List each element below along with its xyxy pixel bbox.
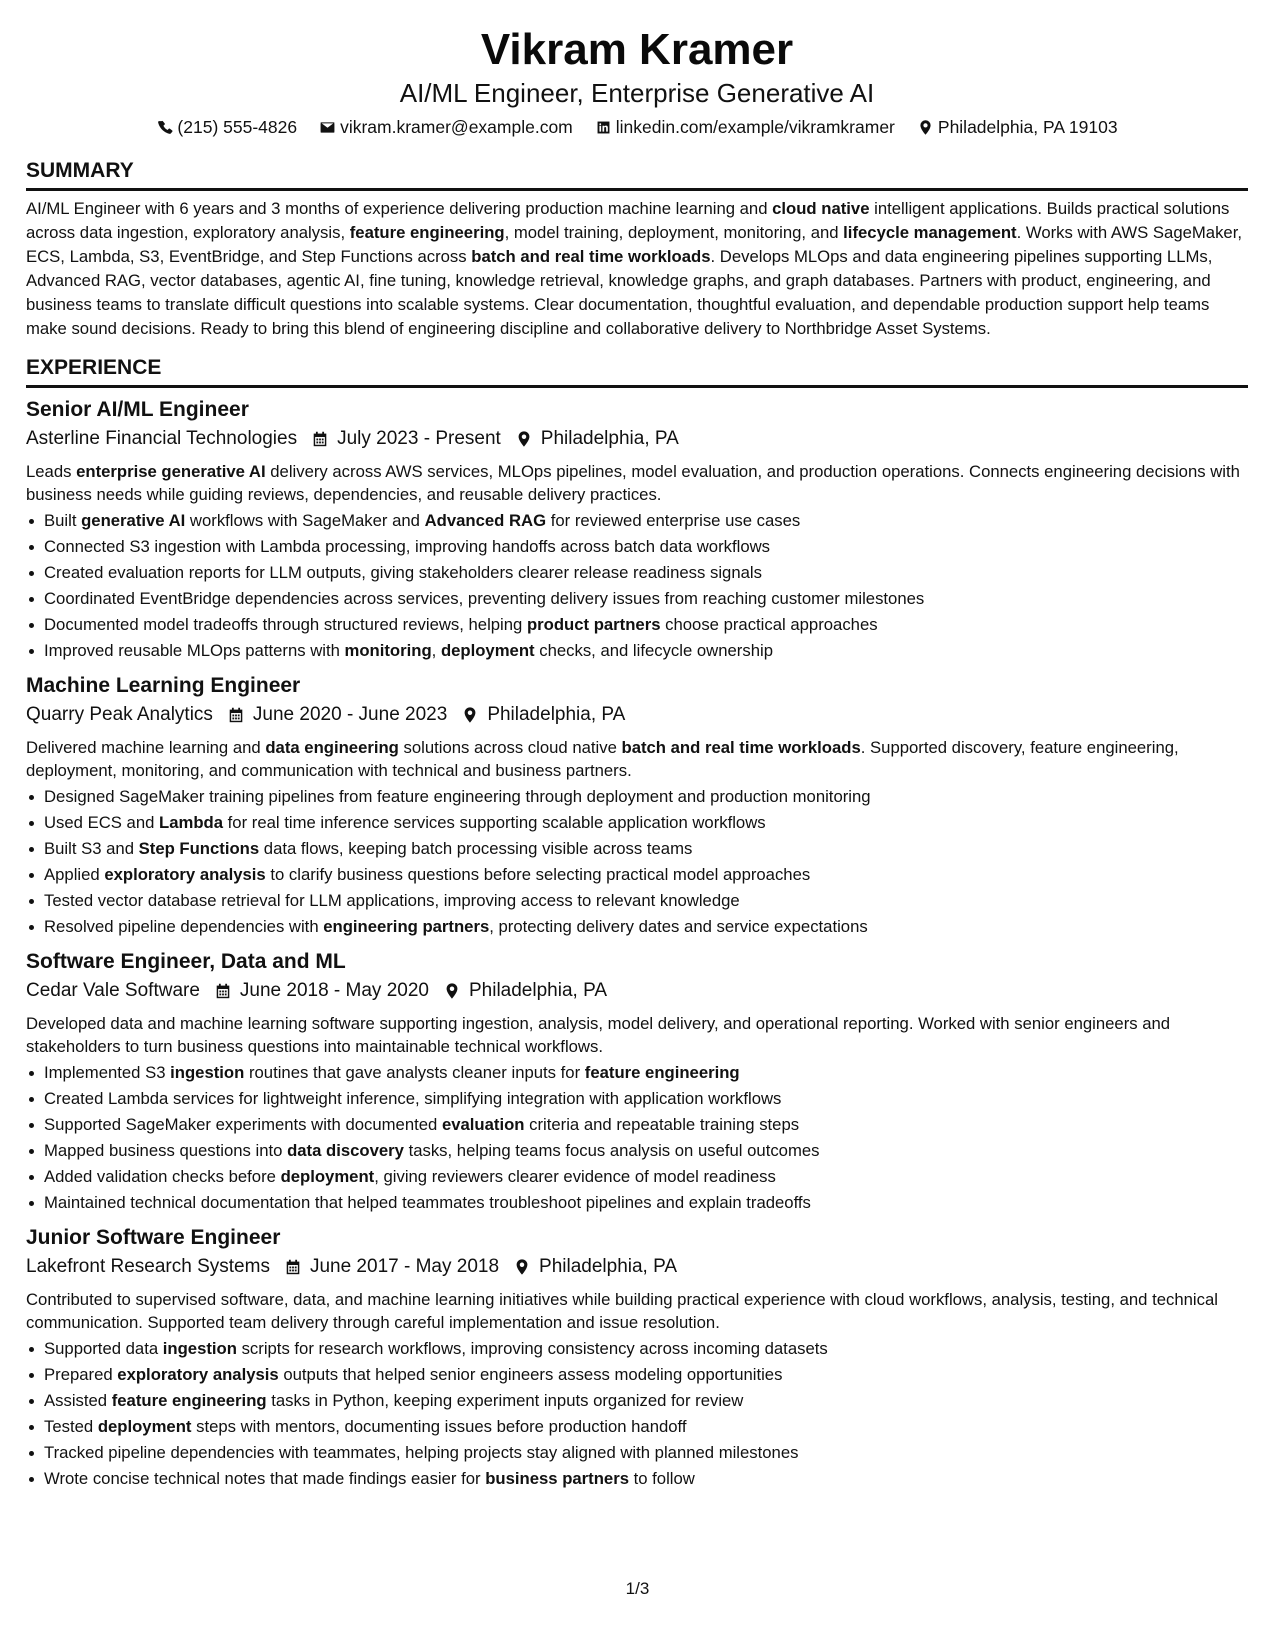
- bold-text: feature engineering: [349, 223, 505, 242]
- bullet-item: [26, 508, 1248, 534]
- bullet-item: [26, 638, 1248, 664]
- text-run: Improved reusable MLOps patterns with: [44, 641, 345, 660]
- bullet-item: [26, 1336, 1248, 1362]
- text-run: . Develops MLOps and data engineering pipelines supporting LLMs, Advanced RAG, vector databases, agentic AI, fine tuning, knowledge retrieval, knowledge graphs, and graph databases. Partners with product, engineering, and business teams to translate difficult questions into scalable systems. Clear documentation, thoughtful evaluation, and dependable production support help teams make sound decisions. Ready to bring this blend of engineering discipline and collaborative delivery to Northbridge Asset Systems.: [26, 247, 1213, 338]
- text-run: Assisted: [44, 1391, 112, 1410]
- bold-text: lifecycle management: [843, 223, 1017, 242]
- job-meta: [26, 978, 1248, 1004]
- job-location: Philadelphia, PA: [539, 1256, 678, 1277]
- text-run: to follow: [628, 1469, 695, 1488]
- contact-item[interactable]: [595, 116, 895, 138]
- job-meta: [26, 702, 1248, 728]
- resume-page: [26, 24, 1248, 1492]
- job-description: [26, 1012, 1248, 1058]
- bold-text: batch and real time workloads: [621, 738, 861, 757]
- contact-text: (215) 555-4826: [177, 117, 298, 137]
- text-run: to clarify business questions before selecting practical model approaches: [265, 865, 811, 884]
- text-run: Built: [44, 511, 82, 530]
- text-run: outputs that helped senior engineers assess modeling opportunities: [278, 1365, 783, 1384]
- bullet-item: [26, 612, 1248, 638]
- text-run: intelligent applications. Builds practical solutions across data ingestion, exploratory analysis,: [26, 199, 1230, 242]
- job-location: Philadelphia, PA: [487, 704, 626, 725]
- bold-text: exploratory analysis: [117, 1365, 279, 1384]
- job-meta: [26, 1254, 1248, 1280]
- bold-text: ingestion: [170, 1063, 245, 1082]
- contact-text: vikram.kramer@example.com: [340, 117, 573, 137]
- job-description: [26, 1288, 1248, 1334]
- contact-text: Philadelphia, PA 19103: [937, 117, 1118, 137]
- text-run: , protecting delivery dates and service expectations: [489, 917, 868, 936]
- job-list: [26, 396, 1248, 1492]
- text-run: Supported SageMaker experiments with documented: [44, 1115, 442, 1134]
- calendar-icon: [311, 430, 329, 448]
- text-run: checks, and lifecycle ownership: [534, 641, 773, 660]
- job-title: Senior AI/ML Engineer: [26, 398, 249, 421]
- bullet-item: [26, 914, 1248, 940]
- text-run: Built S3 and: [44, 839, 139, 858]
- bullet-item: [26, 1362, 1248, 1388]
- text-run: scripts for research workflows, improving consistency across incoming datasets: [236, 1339, 828, 1358]
- bullet-item: [26, 888, 1248, 914]
- bullet-item: [26, 1060, 1248, 1086]
- text-run: choose practical approaches: [660, 615, 878, 634]
- resume-header: [26, 24, 1248, 138]
- text-run: workflows with SageMaker and: [185, 511, 425, 530]
- bold-text: ingestion: [162, 1339, 237, 1358]
- bullet-item: [26, 862, 1248, 888]
- text-run: Prepared: [44, 1365, 118, 1384]
- job-location: Philadelphia, PA: [540, 428, 679, 449]
- text-run: routines that gave analysts cleaner inputs for: [244, 1063, 585, 1082]
- text-run: Implemented S3: [44, 1063, 171, 1082]
- job-title: Machine Learning Engineer: [26, 674, 301, 697]
- map-pin-icon: [443, 982, 461, 1000]
- bullet-item: [26, 586, 1248, 612]
- text-run: Coordinated EventBridge dependencies across services, preventing delivery issues from reaching customer milestones: [44, 589, 925, 608]
- text-run: Designed SageMaker training pipelines from feature engineering through deployment and production monitoring: [44, 787, 871, 806]
- text-run: Created evaluation reports for LLM outputs, giving stakeholders clearer release readiness signals: [44, 563, 762, 582]
- company-name: Cedar Vale Software: [26, 980, 200, 1001]
- summary-section: [26, 158, 1248, 341]
- calendar-icon: [227, 706, 245, 724]
- phone-icon: [156, 119, 173, 136]
- text-run: Tested vector database retrieval for LLM applications, improving access to relevant knowledge: [44, 891, 740, 910]
- text-run: tasks, helping teams focus analysis on useful outcomes: [403, 1141, 820, 1160]
- envelope-icon: [319, 119, 336, 136]
- map-pin-icon: [513, 1258, 531, 1276]
- bullet-item: [26, 810, 1248, 836]
- bullet-item: [26, 1440, 1248, 1466]
- bold-text: Advanced RAG: [424, 511, 547, 530]
- bold-text: enterprise generative AI: [76, 462, 266, 481]
- job-dates: June 2020 - June 2023: [252, 704, 448, 725]
- candidate-name: Vikram Kramer: [480, 25, 794, 74]
- text-run: delivery across AWS services, MLOps pipelines, model evaluation, and production operations. Connects engineering decisions with business needs while guiding reviews, dependencies, and reusable delivery practices.: [26, 462, 1240, 504]
- job-dates: June 2017 - May 2018: [309, 1256, 500, 1277]
- summary-paragraph: [26, 197, 1248, 341]
- company-name: Lakefront Research Systems: [26, 1256, 270, 1277]
- text-run: Connected S3 ingestion with Lambda processing, improving handoffs across batch data workflows: [44, 537, 771, 556]
- job-description: [26, 460, 1248, 506]
- text-run: Tracked pipeline dependencies with teammates, helping projects stay aligned with planned milestones: [44, 1443, 799, 1462]
- text-run: Created Lambda services for lightweight inference, simplifying integration with application workflows: [44, 1089, 782, 1108]
- job-title: Junior Software Engineer: [26, 1226, 281, 1249]
- job-bullets: [26, 508, 1248, 664]
- contact-bar: [26, 116, 1248, 138]
- bold-text: data discovery: [287, 1141, 404, 1160]
- text-run: for reviewed enterprise use cases: [546, 511, 801, 530]
- bullet-item: [26, 1138, 1248, 1164]
- text-run: Used ECS and: [44, 813, 160, 832]
- job-description: [26, 736, 1248, 782]
- bold-text: Step Functions: [138, 839, 260, 858]
- job-entry: [26, 1224, 1248, 1492]
- text-run: data flows, keeping batch processing visible across teams: [259, 839, 693, 858]
- text-run: Added validation checks before: [44, 1167, 281, 1186]
- bold-text: feature engineering: [584, 1063, 740, 1082]
- text-run: solutions across cloud native: [398, 738, 622, 757]
- text-run: Maintained technical documentation that helped teammates troubleshoot pipelines and explain tradeoffs: [44, 1193, 811, 1212]
- bullet-item: [26, 534, 1248, 560]
- text-run: Applied: [44, 865, 105, 884]
- text-run: . Works with AWS SageMaker, ECS, Lambda, S3, EventBridge, and Step Functions across: [26, 223, 1242, 266]
- text-run: Documented model tradeoffs through structured reviews, helping: [44, 615, 527, 634]
- bold-text: evaluation: [441, 1115, 525, 1134]
- job-entry: [26, 948, 1248, 1216]
- text-run: , giving reviewers clearer evidence of model readiness: [374, 1167, 776, 1186]
- bullet-item: [26, 1190, 1248, 1216]
- text-run: . Supported discovery, feature engineering, deployment, monitoring, and communication with technical and business partners.: [26, 738, 1179, 780]
- bold-text: data engineering: [265, 738, 399, 757]
- bold-text: product partners: [526, 615, 661, 634]
- bold-text: batch and real time workloads: [471, 247, 711, 266]
- job-entry: [26, 672, 1248, 940]
- bullet-item: [26, 836, 1248, 862]
- text-run: , model training, deployment, monitoring, and: [504, 223, 844, 242]
- bold-text: generative AI: [81, 511, 186, 530]
- bold-text: exploratory analysis: [104, 865, 266, 884]
- section-title-experience: EXPERIENCE: [26, 355, 1248, 388]
- bold-text: Lambda: [159, 813, 224, 832]
- candidate-headline: AI/ML Engineer, Enterprise Generative AI: [399, 78, 875, 108]
- text-run: Tested: [44, 1417, 98, 1436]
- job-dates: June 2018 - May 2020: [239, 980, 429, 1001]
- contact-item[interactable]: [917, 116, 1118, 138]
- job-title: Software Engineer, Data and ML: [26, 950, 346, 973]
- job-bullets: [26, 1336, 1248, 1492]
- bullet-item: [26, 784, 1248, 810]
- job-entry: [26, 396, 1248, 664]
- job-location: Philadelphia, PA: [468, 980, 608, 1001]
- bold-text: cloud native: [772, 199, 870, 218]
- text-run: criteria and repeatable training steps: [524, 1115, 800, 1134]
- text-run: AI/ML Engineer with 6 years and 3 months of experience delivering production machine learning and: [26, 199, 773, 218]
- text-run: Resolved pipeline dependencies with: [44, 917, 324, 936]
- contact-item[interactable]: [319, 116, 573, 138]
- text-run: ,: [431, 641, 441, 660]
- job-bullets: [26, 784, 1248, 940]
- text-run: tasks in Python, keeping experiment inputs organized for review: [266, 1391, 744, 1410]
- bold-text: deployment: [280, 1167, 375, 1186]
- text-run: Developed data and machine learning software supporting ingestion, analysis, model delivery, and operational reporting. Worked with senior engineers and stakeholders to turn business questions into maintainable technical workflows.: [26, 1014, 1171, 1056]
- bold-text: business partners: [485, 1469, 629, 1488]
- map-pin-icon: [917, 119, 934, 136]
- text-run: Contributed to supervised software, data, and machine learning initiatives while building practical experience with cloud workflows, analysis, testing, and technical communication. Supported team delivery through careful implementation and issue resolution.: [26, 1290, 1218, 1332]
- text-run: steps with mentors, documenting issues before production handoff: [191, 1417, 687, 1436]
- bold-text: deployment: [97, 1417, 192, 1436]
- calendar-icon: [284, 1258, 302, 1276]
- map-pin-icon: [515, 430, 533, 448]
- map-pin-icon: [461, 706, 479, 724]
- linkedin-icon: [595, 119, 612, 136]
- company-name: Quarry Peak Analytics: [26, 704, 213, 725]
- text-run: Supported data: [44, 1339, 163, 1358]
- bold-text: engineering partners: [323, 917, 490, 936]
- bold-text: monitoring: [344, 641, 432, 660]
- bold-text: deployment: [440, 641, 535, 660]
- bullet-item: [26, 1086, 1248, 1112]
- page-number: 1/3: [625, 1579, 650, 1598]
- company-name: Asterline Financial Technologies: [26, 428, 298, 449]
- text-run: Mapped business questions into: [44, 1141, 288, 1160]
- text-run: for real time inference services supporting scalable application workflows: [223, 813, 766, 832]
- text-run: Delivered machine learning and: [26, 738, 266, 757]
- experience-section: [26, 355, 1248, 1492]
- bullet-item: [26, 1164, 1248, 1190]
- bullet-item: [26, 560, 1248, 586]
- bullet-item: [26, 1112, 1248, 1138]
- job-bullets: [26, 1060, 1248, 1216]
- text-run: Leads: [26, 462, 77, 481]
- section-title-summary: SUMMARY: [26, 158, 1248, 191]
- job-meta: [26, 426, 1248, 452]
- calendar-icon: [214, 982, 232, 1000]
- contact-item[interactable]: [156, 116, 297, 138]
- contact-text: linkedin.com/example/vikramkramer: [615, 117, 895, 137]
- job-dates: July 2023 - Present: [337, 428, 501, 449]
- bullet-item: [26, 1388, 1248, 1414]
- bullet-item: [26, 1466, 1248, 1492]
- text-run: Wrote concise technical notes that made findings easier for: [44, 1469, 486, 1488]
- bullet-item: [26, 1414, 1248, 1440]
- bold-text: feature engineering: [111, 1391, 267, 1410]
